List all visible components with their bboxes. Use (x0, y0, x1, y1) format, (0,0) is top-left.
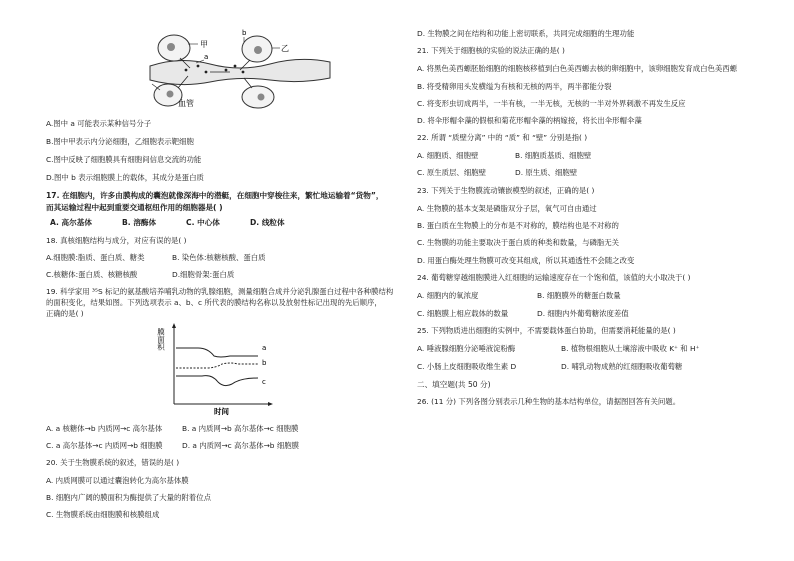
fig1-label-jia: 甲 (200, 40, 208, 49)
q19-option-c: C. a 高尔基体→c 内质网→b 细胞膜 (46, 441, 163, 450)
chart-series-a: a (262, 344, 267, 352)
q23-option-b: B. 蛋白质在生物膜上的分布是不对称的，膜结构也是不对称的 (417, 221, 619, 230)
q20-stem: 20. 关于生物膜系统的叙述，错误的是( ) (46, 458, 180, 467)
q16-option-b: B.图中甲表示内分泌细胞，乙细胞表示靶细胞 (46, 137, 194, 146)
fig1-label-b: b (242, 29, 247, 37)
q21-option-c: C. 将变形虫切成两半，一半有核，一半无核，无核的一半对外界刺激不再发生反应 (417, 99, 686, 108)
chart-curve-a (176, 348, 258, 357)
q19-stem-line1: 19. 科学家用 ³⁵S 标记的氨基酸培养哺乳动物的乳腺细胞，测量细胞合成并分泌乳腺蛋白过程中各种膜结构 (46, 287, 394, 296)
q17-stem-line1: 17. 在细胞内，许多由膜构成的囊泡就像深海中的潜艇，在细胞中穿梭往来，繁忙地运输着“货物”， (46, 191, 384, 200)
q17-option-b: B. 溶酶体 (122, 218, 157, 227)
q25-option-b: B. 植物根细胞从土壤溶液中吸收 K⁺ 和 H⁺ (561, 344, 700, 353)
q26-stem: 26. (11 分) 下列各图分别表示几种生物的基本结构单位，请据图回答有关问题。 (417, 397, 681, 406)
q20-option-d: D. 生物膜之间在结构和功能上密切联系，共同完成细胞的生理功能 (417, 29, 635, 38)
q24-option-d: D. 细胞内外葡萄糖浓度差值 (537, 309, 629, 318)
q17-option-d: D. 线粒体 (250, 218, 285, 227)
q25-option-d: D. 哺乳动物成熟的红细胞吸收葡萄糖 (561, 362, 683, 371)
q18-option-c: C.核糖体:蛋白质、核糖核酸 (46, 270, 138, 279)
q16-option-d: D.图中 b 表示细胞膜上的载体，其成分是蛋白质 (46, 173, 204, 182)
q23-option-c: C. 生物膜的功能主要取决于蛋白质的种类和数量，与磷脂无关 (417, 238, 620, 247)
q21-stem: 21. 下列关于细胞核的实验的说法正确的是( ) (417, 46, 565, 55)
q16-option-a: A.图中 a 可能表示某种信号分子 (46, 119, 152, 128)
q22-option-a: A. 细胞质、细胞壁 (417, 151, 479, 160)
q17-option-a: A. 高尔基体 (50, 218, 92, 227)
q20-option-a: A. 内质网膜可以通过囊泡转化为高尔基体膜 (46, 476, 189, 485)
q19-option-a: A. a 核糖体→b 内质网→c 高尔基体 (46, 424, 163, 433)
q19-stem-line2: 的面积变化，结果如图。下列选项表示 a、b、c 所代表的膜结构名称以及放射性标记出现的先后顺序， (46, 298, 382, 307)
q22-option-b: B. 细胞质基质、细胞壁 (515, 151, 592, 160)
q19-stem-line3: 正确的是( ) (46, 309, 84, 318)
q18-stem: 18. 真核细胞结构与成分，对应有误的是( ) (46, 236, 187, 245)
q18-option-b: B. 染色体:核糖核酸、蛋白质 (172, 253, 266, 262)
q25-stem: 25. 下列物质进出细胞的实例中，不需要载体蛋白协助，但需要消耗能量的是( ) (417, 326, 676, 335)
membrane-area-chart (158, 320, 288, 418)
q17-option-c: C. 中心体 (186, 218, 220, 227)
q22-stem: 22. 所谓 “质壁分离” 中的 “质” 和 “壁” 分别是指( ) (417, 133, 588, 142)
q20-option-b: B. 细胞内广阔的膜面积为酶提供了大量的附着位点 (46, 493, 211, 502)
q21-option-d: D. 将伞形帽伞藻的假根和菊花形帽伞藻的柄嫁接，将长出伞形帽伞藻 (417, 116, 642, 125)
q19-option-d: D. a 内质网→c 高尔基体→b 细胞膜 (182, 441, 300, 450)
chart-curve-c (176, 376, 258, 386)
fig1-label-vessel: 血管 (178, 99, 194, 108)
q16-option-c: C.图中反映了细胞膜具有细胞间信息交流的功能 (46, 155, 202, 164)
q24-option-b: B. 细胞膜外的糖蛋白数量 (537, 291, 621, 300)
q25-option-c: C. 小肠上皮细胞吸收维生素 D (417, 362, 517, 371)
q21-option-a: A. 将黑色美西螈胚胎细胞的细胞核移植到白色美西螈去核的卵细胞中，该卵细胞发育成白色美西螈 (417, 64, 738, 73)
q24-option-a: A. 细胞内的氧浓度 (417, 291, 479, 300)
q17-stem-line2: 而其运输过程中起到重要交通枢纽作用的细胞器是( ) (46, 203, 223, 212)
q23-option-a: A. 生物膜的基本支架是磷脂双分子层，氧气可自由通过 (417, 204, 597, 213)
q22-option-d: D. 原生质、细胞壁 (515, 168, 578, 177)
q23-option-d: D. 用蛋白酶处理生物膜可改变其组成，所以其通透性不会随之改变 (417, 256, 635, 265)
q25-option-a: A. 唾液腺细胞分泌唾液淀粉酶 (417, 344, 516, 353)
fig1-label-yi: 乙 (281, 44, 289, 53)
q20-option-c: C. 生物膜系统由细胞膜和核膜组成 (46, 510, 160, 519)
cell-signaling-figure (140, 28, 340, 108)
q21-option-b: B. 将受精卵用头发横缢为有核和无核的两半，两半都能分裂 (417, 82, 612, 91)
chart-curve-b (176, 363, 258, 368)
chart-ylabel: 膜面积 (156, 328, 166, 351)
fig1-label-a: a (204, 53, 209, 61)
q22-option-c: C. 原生质层、细胞壁 (417, 168, 486, 177)
q24-stem: 24. 葡萄糖穿越细胞膜进入红细胞的运输速度存在一个饱和值，该值的大小取决于( ) (417, 273, 691, 282)
chart-series-c: c (262, 378, 266, 386)
q18-option-a: A.细胞膜:脂质、蛋白质、糖类 (46, 253, 145, 262)
chart-xlabel: 时间 (214, 407, 229, 416)
q23-stem: 23. 下列关于生物膜流动镶嵌模型的叙述，正确的是( ) (417, 186, 595, 195)
q18-option-d: D.细胞骨架:蛋白质 (172, 270, 235, 279)
q24-option-c: C. 细胞膜上相应载体的数量 (417, 309, 509, 318)
q19-option-b: B. a 内质网→b 高尔基体→c 细胞膜 (182, 424, 299, 433)
chart-series-b: b (262, 359, 267, 367)
section-two-heading: 二、填空题(共 50 分) (417, 380, 491, 389)
